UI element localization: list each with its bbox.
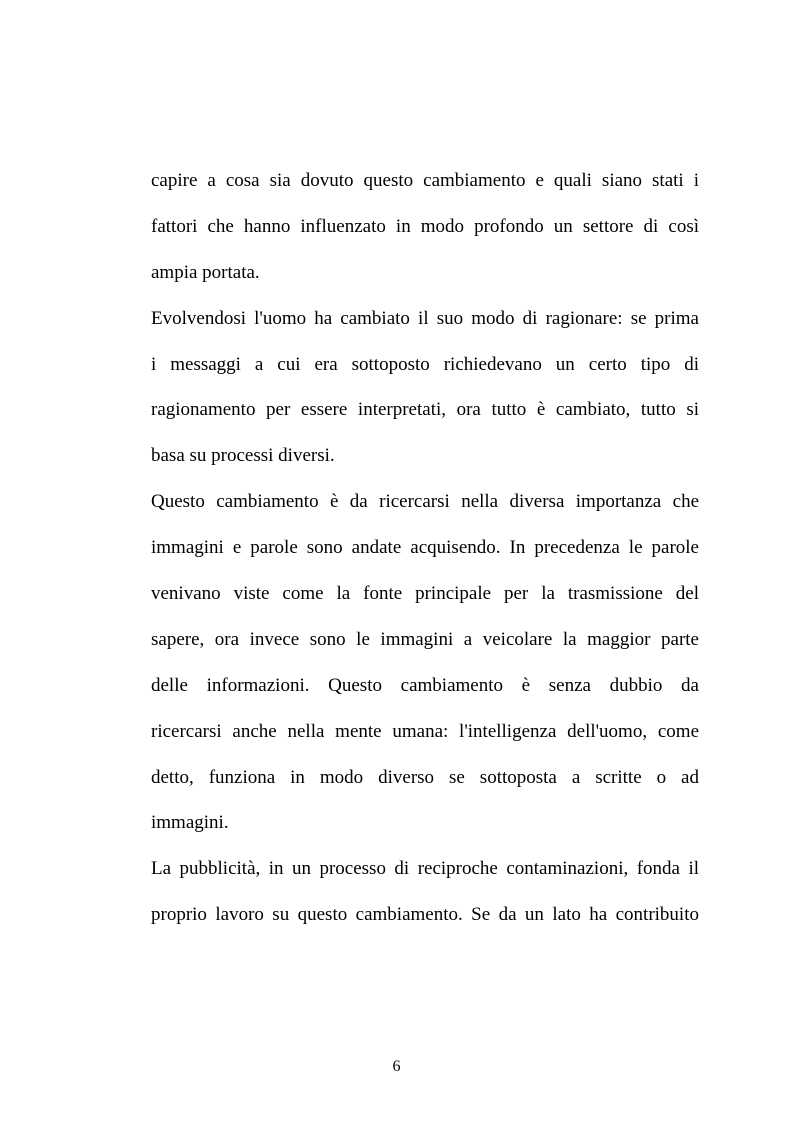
page-number: 6 [392, 1058, 401, 1075]
text-line: detto, funziona in modo diverso se sottoposta a scritte o ad [151, 766, 699, 788]
text-line: ampia portata. [151, 261, 260, 283]
text-line: ricercarsi anche nella mente umana: l'intelligenza dell'uomo, come [151, 720, 699, 742]
body-text [151, 166, 699, 946]
text-line: fattori che hanno influenzato in modo profondo un settore di così [151, 215, 699, 237]
text-line: proprio lavoro su questo cambiamento. Se da un lato ha contribuito [151, 904, 699, 926]
text-line: capire a cosa sia dovuto questo cambiamento e quali siano stati i [151, 170, 699, 191]
text-line: delle informazioni. Questo cambiamento è senza dubbio da [151, 674, 699, 696]
text-line: sapere, ora invece sono le immagini a veicolare la maggior parte [151, 628, 699, 650]
text-line: venivano viste come la fonte principale per la trasmissione del [151, 583, 699, 605]
text-line: La pubblicità, in un processo di reciproche contaminazioni, fonda il [151, 858, 699, 880]
text-line: ragionamento per essere interpretati, ora tutto è cambiato, tutto si [151, 399, 699, 421]
text-line: Evolvendosi l'uomo ha cambiato il suo modo di ragionare: se prima [151, 307, 699, 329]
text-line: Questo cambiamento è da ricercarsi nella diversa importanza che [151, 491, 699, 513]
text-line: immagini. [151, 812, 229, 834]
text-line: immagini e parole sono andate acquisendo. In precedenza le parole [151, 537, 699, 559]
text-line: basa su processi diversi. [151, 445, 335, 467]
text-line: i messaggi a cui era sottoposto richiedevano un certo tipo di [151, 353, 699, 375]
